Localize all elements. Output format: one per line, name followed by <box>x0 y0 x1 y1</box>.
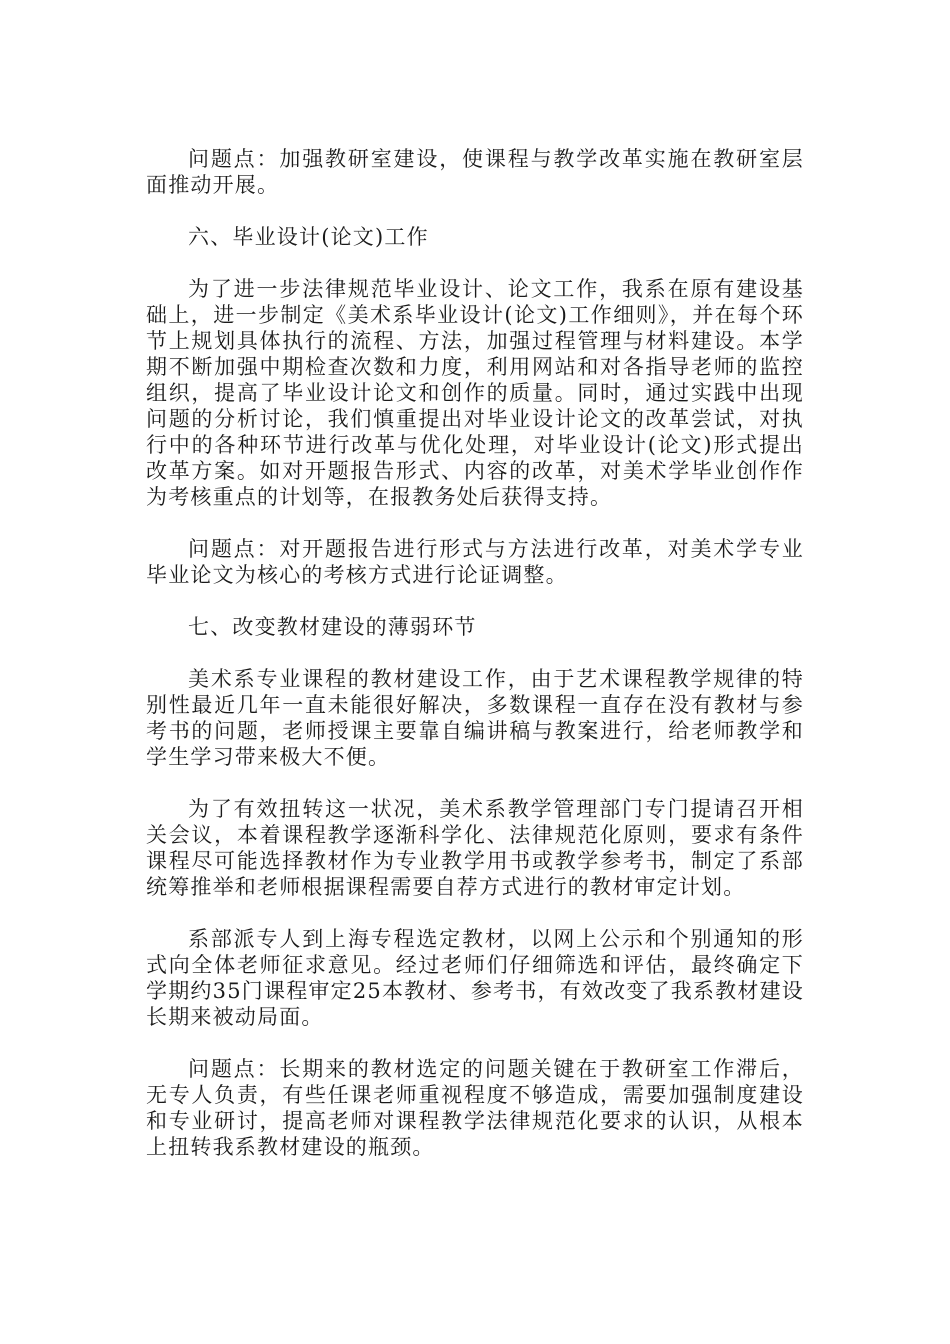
paragraph-issue-textbook: 问题点：长期来的教材选定的问题关键在于教研室工作滞后，无专人负责，有些任课老师重视程度不够造成，需要加强制度建设和专业研讨，提高老师对课程教学法律规范化要求的认识，从根本上扭转我系教材建设的瓶颈。 <box>146 1057 804 1159</box>
section-heading-textbook-construction: 七、改变教材建设的薄弱环节 <box>188 615 477 639</box>
paragraph-graduation-design: 为了进一步法律规范毕业设计、论文工作，我系在原有建设基础上，进一步制定《美术系毕业设计(论文)工作细则》，并在每个环节上规划具体执行的流程、方法，加强过程管理与材料建设。本学期不断加强中期检查次数和力度，利用网站和对各指导老师的监控组织，提高了毕业设计论文和创作的质量。同时，通过实践中出现问题的分析讨论，我们慎重提出对毕业设计论文的改革尝试，对执行中的各种环节进行改革与优化处理，对毕业设计(论文)形式提出改革方案。如对开题报告形式、内容的改革，对美术学毕业创作作为考核重点的计划等，在报教务处后获得支持。 <box>146 277 804 509</box>
paragraph-textbook-selection: 系部派专人到上海专程选定教材，以网上公示和个别通知的形式向全体老师征求意见。经过老师们仔细筛选和评估，最终确定下学期约35门课程审定25本教材、参考书，有效改变了我系教材建设长期来被动局面。 <box>146 927 804 1029</box>
document-body <box>146 146 804 1186</box>
paragraph-textbook-measures: 为了有效扭转这一状况，美术系教学管理部门专门提请召开相关会议，本着课程教学逐渐科学化、法律规范化原则，要求有条件课程尽可能选择教材作为专业教学用书或教学参考书，制定了系部统筹推举和老师根据课程需要自荐方式进行的教材审定计划。 <box>146 797 804 899</box>
paragraph-issue-teaching-office: 问题点：加强教研室建设，使课程与教学改革实施在教研室层面推动开展。 <box>146 147 804 197</box>
paragraph-issue-thesis-reform: 问题点：对开题报告进行形式与方法进行改革，对美术学专业毕业论文为核心的考核方式进行论证调整。 <box>146 537 804 587</box>
paragraph-textbook-background: 美术系专业课程的教材建设工作，由于艺术课程教学规律的特别性最近几年一直未能很好解决，多数课程一直存在没有教材与参考书的问题，老师授课主要靠自编讲稿与教案进行，给老师教学和学生学习带来极大不便。 <box>146 667 804 769</box>
section-heading-graduation-design: 六、毕业设计(论文)工作 <box>188 225 429 249</box>
